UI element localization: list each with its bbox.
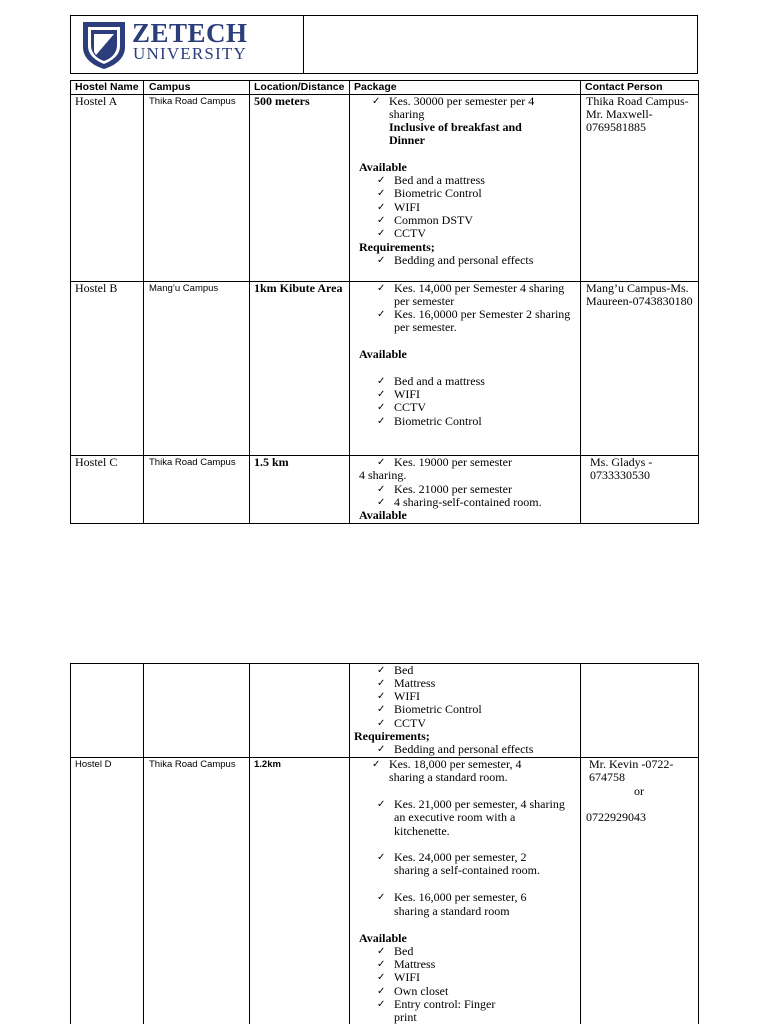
available-heading: Available bbox=[359, 508, 407, 522]
amenity-item: WIFI bbox=[394, 387, 420, 401]
check-icon: ✓ bbox=[377, 484, 386, 495]
check-icon: ✓ bbox=[377, 202, 386, 213]
contact-line: Thika Road Campus- bbox=[586, 94, 689, 108]
check-icon: ✓ bbox=[377, 416, 386, 427]
brand-name-line2: UNIVERSITY bbox=[133, 44, 247, 63]
campus: Mang’u Campus bbox=[149, 283, 219, 294]
amenity-item: CCTV bbox=[394, 400, 427, 414]
shield-z-icon bbox=[80, 19, 128, 70]
check-icon: ✓ bbox=[372, 759, 381, 770]
package-price-line: per semester. bbox=[394, 320, 457, 334]
package-price-line: Kes. 24,000 per semester, 2 bbox=[394, 850, 527, 864]
check-icon: ✓ bbox=[377, 457, 386, 468]
amenity-item: WIFI bbox=[394, 200, 420, 214]
check-icon: ✓ bbox=[377, 497, 386, 508]
amenity-item-cont: print bbox=[394, 1010, 417, 1024]
campus: Thika Road Campus bbox=[149, 759, 236, 770]
requirement-item: Bedding and personal effects bbox=[394, 742, 534, 756]
amenity-item: Bed bbox=[394, 944, 414, 958]
package-note: Dinner bbox=[389, 133, 425, 147]
header-contact: Contact Person bbox=[585, 81, 663, 93]
university-logo bbox=[80, 19, 300, 71]
amenity-item: Mattress bbox=[394, 676, 436, 690]
header-package: Package bbox=[354, 81, 397, 93]
amenity-item: CCTV bbox=[394, 716, 427, 730]
contact-or: or bbox=[634, 784, 644, 798]
brand-name-line1: ZETECH bbox=[132, 18, 248, 48]
check-icon: ✓ bbox=[377, 376, 386, 387]
check-icon: ✓ bbox=[377, 718, 386, 729]
amenity-item: Biometric Control bbox=[394, 186, 482, 200]
contact-line: Ms. Gladys - bbox=[590, 455, 653, 469]
package-price-line: Kes. 19000 per semester bbox=[394, 455, 512, 469]
amenity-item: WIFI bbox=[394, 689, 420, 703]
package-price-line: sharing a standard room bbox=[394, 904, 510, 918]
check-icon: ✓ bbox=[377, 215, 386, 226]
package-price-line: Kes. 21000 per semester bbox=[394, 482, 512, 496]
package-price-line: sharing a self-contained room. bbox=[394, 863, 540, 877]
available-heading: Available bbox=[359, 160, 407, 174]
check-icon: ✓ bbox=[377, 799, 386, 810]
amenity-item: Biometric Control bbox=[394, 414, 482, 428]
amenity-item: Common DSTV bbox=[394, 213, 474, 227]
amenity-item: Own closet bbox=[394, 984, 449, 998]
package-price-line: an executive room with a bbox=[394, 810, 516, 824]
check-icon: ✓ bbox=[377, 852, 386, 863]
contact-phone: 0733330530 bbox=[590, 468, 650, 482]
hostel-name: Hostel D bbox=[75, 759, 112, 770]
amenity-item: Bed and a mattress bbox=[394, 374, 485, 388]
check-icon: ✓ bbox=[377, 704, 386, 715]
contact-phone: 0722929043 bbox=[586, 810, 646, 824]
location: 1.2km bbox=[254, 759, 281, 770]
contact-phone: 0769581885 bbox=[586, 120, 646, 134]
check-icon: ✓ bbox=[377, 309, 386, 320]
requirement-item: Bedding and personal effects bbox=[394, 253, 534, 267]
amenity-item: Bed bbox=[394, 663, 414, 677]
package-price-line: sharing a standard room. bbox=[389, 770, 508, 784]
check-icon: ✓ bbox=[377, 691, 386, 702]
campus: Thika Road Campus bbox=[149, 457, 236, 468]
location: 500 meters bbox=[254, 94, 310, 108]
amenity-item: Biometric Control bbox=[394, 702, 482, 716]
check-icon: ✓ bbox=[377, 999, 386, 1010]
check-icon: ✓ bbox=[372, 96, 381, 107]
package-price-line: 4 sharing-self-contained room. bbox=[394, 495, 542, 509]
header-campus: Campus bbox=[149, 81, 191, 93]
check-icon: ✓ bbox=[377, 175, 386, 186]
check-icon: ✓ bbox=[377, 946, 386, 957]
check-icon: ✓ bbox=[377, 283, 386, 294]
requirements-heading: Requirements; bbox=[359, 240, 435, 254]
package-price-line: sharing bbox=[389, 107, 425, 121]
check-icon: ✓ bbox=[377, 188, 386, 199]
package-price-line: per semester bbox=[394, 294, 455, 308]
amenity-item: Entry control: Finger bbox=[394, 997, 496, 1011]
campus: Thika Road Campus bbox=[149, 96, 236, 107]
hostel-name: Hostel C bbox=[75, 455, 118, 469]
check-icon: ✓ bbox=[377, 402, 386, 413]
amenity-item: Mattress bbox=[394, 957, 436, 971]
package-price-line: Kes. 14,000 per Semester 4 sharing bbox=[394, 281, 565, 295]
available-heading: Available bbox=[359, 347, 407, 361]
amenity-item: CCTV bbox=[394, 226, 427, 240]
location: 1.5 km bbox=[254, 455, 289, 469]
logo-box-divider bbox=[303, 15, 304, 74]
contact-line: Mr. Maxwell- bbox=[586, 107, 653, 121]
hostel-name: Hostel A bbox=[75, 94, 118, 108]
contact-phone: 674758 bbox=[589, 770, 625, 784]
check-icon: ✓ bbox=[377, 665, 386, 676]
check-icon: ✓ bbox=[377, 892, 386, 903]
package-price-line: Kes. 30000 per semester per 4 bbox=[389, 94, 535, 108]
location: 1km Kibute Area bbox=[254, 281, 343, 295]
package-price-line: Kes. 18,000 per semester, 4 bbox=[389, 757, 522, 771]
package-note: Inclusive of breakfast and bbox=[389, 120, 522, 134]
header-hostel-name: Hostel Name bbox=[75, 81, 139, 93]
check-icon: ✓ bbox=[377, 678, 386, 689]
hostel-name: Hostel B bbox=[75, 281, 118, 295]
check-icon: ✓ bbox=[377, 389, 386, 400]
package-price-line: 4 sharing. bbox=[359, 468, 407, 482]
header-location: Location/Distance bbox=[254, 81, 345, 93]
contact-line: Mang’u Campus-Ms. bbox=[586, 281, 689, 295]
check-icon: ✓ bbox=[377, 959, 386, 970]
package-price-line: Kes. 16,0000 per Semester 2 sharing bbox=[394, 307, 571, 321]
check-icon: ✓ bbox=[377, 972, 386, 983]
contact-line: Maureen-0743830180 bbox=[586, 294, 693, 308]
amenity-item: Bed and a mattress bbox=[394, 173, 485, 187]
available-heading: Available bbox=[359, 931, 407, 945]
package-price-line: Kes. 21,000 per semester, 4 sharing bbox=[394, 797, 565, 811]
contact-line: Mr. Kevin -0722- bbox=[589, 757, 674, 771]
package-price-line: kitchenette. bbox=[394, 824, 450, 838]
package-price-line: Kes. 16,000 per semester, 6 bbox=[394, 890, 527, 904]
amenity-item: WIFI bbox=[394, 970, 420, 984]
check-icon: ✓ bbox=[377, 986, 386, 997]
requirements-heading: Requirements; bbox=[354, 729, 430, 743]
check-icon: ✓ bbox=[377, 744, 386, 755]
check-icon: ✓ bbox=[377, 255, 386, 266]
check-icon: ✓ bbox=[377, 228, 386, 239]
